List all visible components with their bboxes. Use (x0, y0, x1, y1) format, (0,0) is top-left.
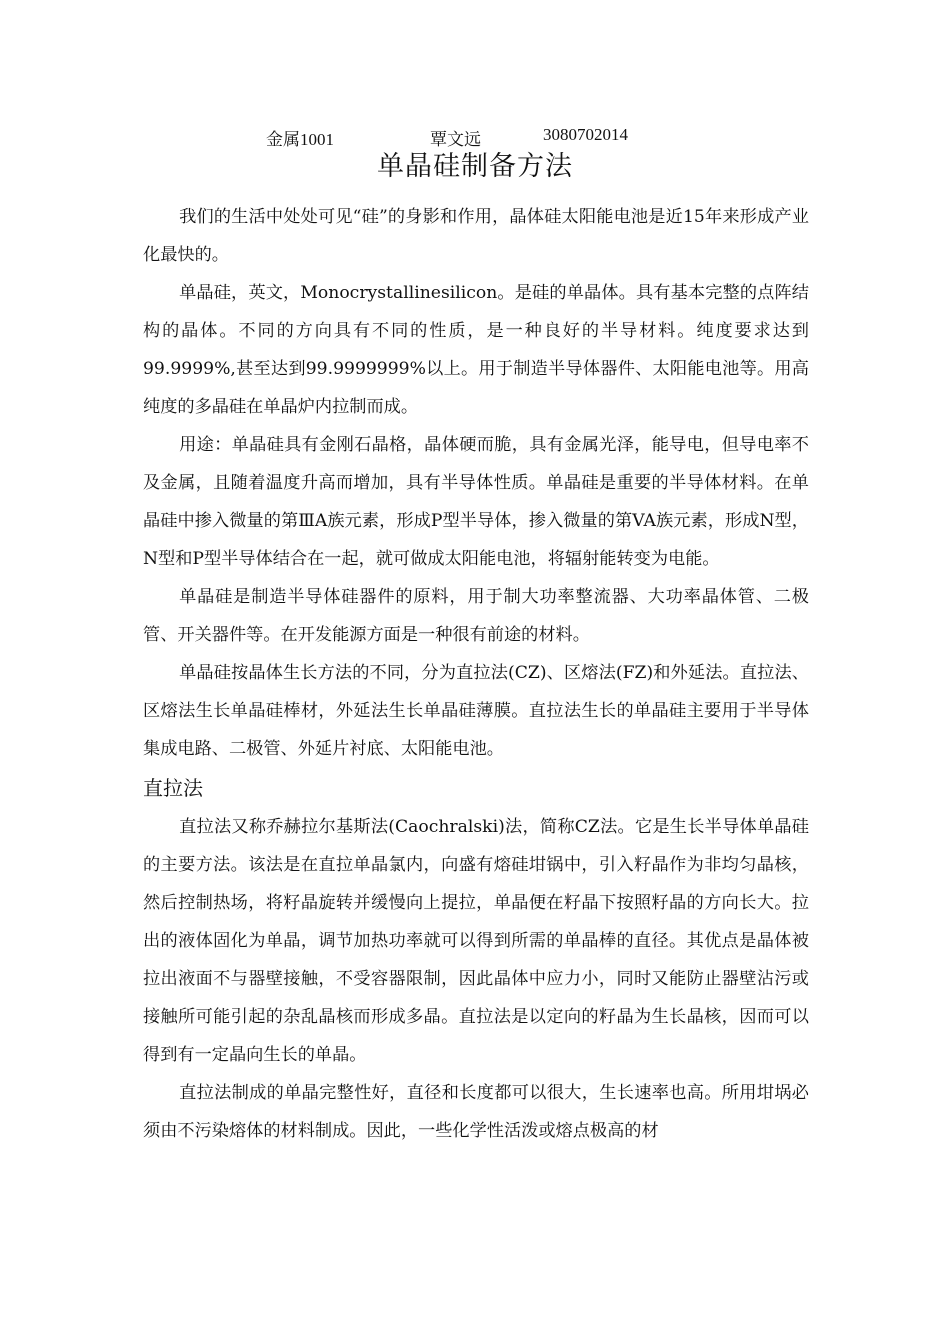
paragraph-applications: 单晶硅是制造半导体硅器件的原料，用于制大功率整流器、大功率晶体管、二极管、开关器件等。在开发能源方面是一种很有前途的材料。 (143, 587, 809, 645)
paragraph-growth-methods: 单晶硅按晶体生长方法的不同，分为直拉法(CZ)、区熔法(FZ)和外延法。直拉法、区熔法生长单晶硅棒材，外延法生长单晶硅薄膜。直拉法生长的单晶硅主要用于半导体集成电路、二极管、外延片衬底、太阳能电池。 (143, 663, 809, 759)
document-body (143, 198, 809, 1150)
author-info-line (0, 125, 950, 149)
paragraph-cz-properties: 直拉法制成的单晶完整性好，直径和长度都可以很大，生长速率也高。所用坩埚必须由不污染熔体的材料制成。因此，一些化学性活泼或熔点极高的材 (143, 1083, 809, 1141)
class-label: 金属1001 (266, 130, 334, 149)
author-name: 覃文远 (430, 130, 481, 149)
student-id: 3080702014 (543, 125, 628, 144)
paragraph-definition: 单晶硅，英文，Monocrystallinesilicon。是硅的单晶体。具有基本完整的点阵结构的晶体。不同的方向具有不同的性质，是一种良好的半导材料。纯度要求达到99.9999%,甚至达到99.9999999%以上。用于制造半导体器件、太阳能电池等。用高纯度的多晶硅在单晶炉内拉制而成。 (143, 283, 809, 417)
section-heading: 直拉法 (143, 776, 203, 800)
paragraph-usage: 用途：单晶硅具有金刚石晶格，晶体硬而脆，具有金属光泽，能导电，但导电率不及金属，且随着温度升高而增加，具有半导体性质。单晶硅是重要的半导体材料。在单晶硅中掺入微量的第ⅢA族元素，形成P型半导体，掺入微量的第VA族元素，形成N型，N型和P型半导体结合在一起，就可做成太阳能电池，将辐射能转变为电能。 (143, 435, 809, 569)
paragraph-cz-method: 直拉法又称乔赫拉尔基斯法(Caochralski)法，简称CZ法。它是生长半导体单晶硅的主要方法。该法是在直拉单晶氯内，向盛有熔硅坩锅中，引入籽晶作为非均匀晶核，然后控制热场，将籽晶旋转并缓慢向上提拉，单晶便在籽晶下按照籽晶的方向长大。拉出的液体固化为单晶，调节加热功率就可以得到所需的单晶棒的直径。其优点是晶体被拉出液面不与器壁接触，不受容器限制，因此晶体中应力小，同时又能防止器壁沾污或接触所可能引起的杂乱晶核而形成多晶。直拉法是以定向的籽晶为生长晶核，因而可以得到有一定晶向生长的单晶。 (143, 817, 809, 1065)
paragraph-intro: 我们的生活中处处可见“硅”的身影和作用，晶体硅太阳能电池是近15年来形成产业化最快的。 (143, 207, 809, 265)
document-title: 单晶硅制备方法 (377, 151, 573, 182)
